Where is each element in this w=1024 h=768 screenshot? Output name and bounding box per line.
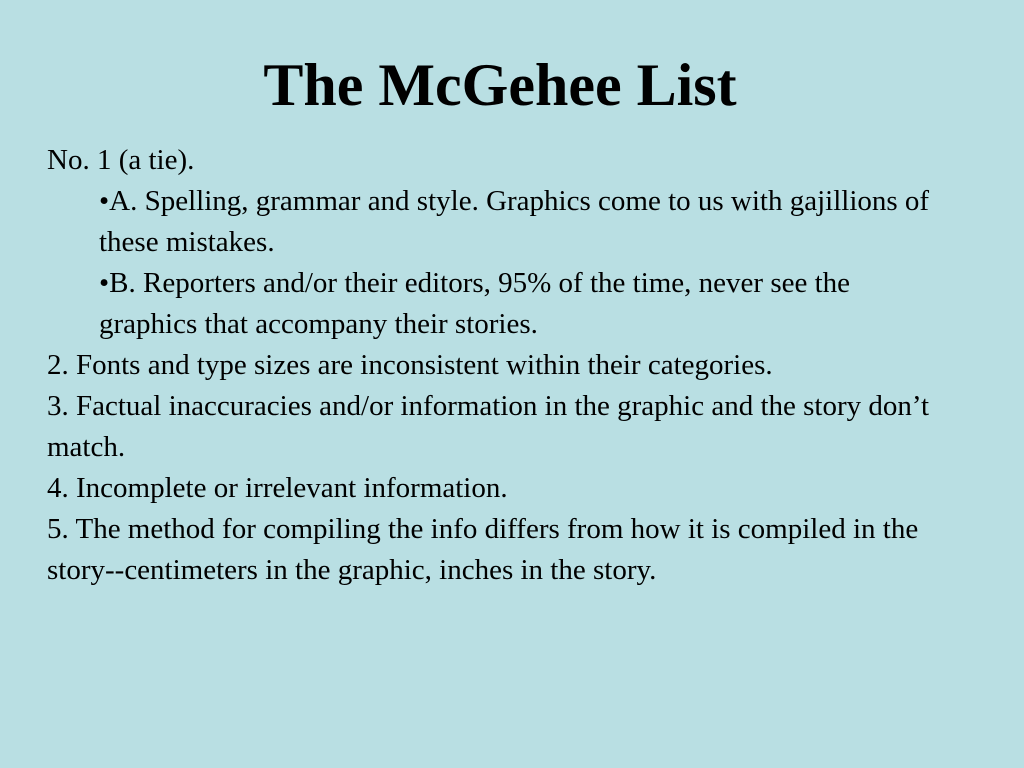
- slide-body: [47, 140, 947, 591]
- list-subitem-b: •B. Reporters and/or their editors, 95% of the time, never see the graphics that accompany their stories.: [99, 267, 851, 340]
- list-item-3: 3. Factual inaccuracies and/or information in the graphic and the story don’t match.: [47, 390, 930, 463]
- list-subitem-a: •A. Spelling, grammar and style. Graphics come to us with gajillions of these mistakes.: [99, 185, 930, 258]
- list-item-2: 2. Fonts and type sizes are inconsistent within their categories.: [47, 349, 773, 381]
- list-item-1-heading: No. 1 (a tie).: [47, 144, 195, 176]
- list-item-5: 5. The method for compiling the info differs from how it is compiled in the story--centimeters in the graphic, inches in the story.: [47, 513, 919, 586]
- slide-title: The McGehee List: [263, 52, 737, 118]
- list-item-4: 4. Incomplete or irrelevant information.: [47, 472, 508, 504]
